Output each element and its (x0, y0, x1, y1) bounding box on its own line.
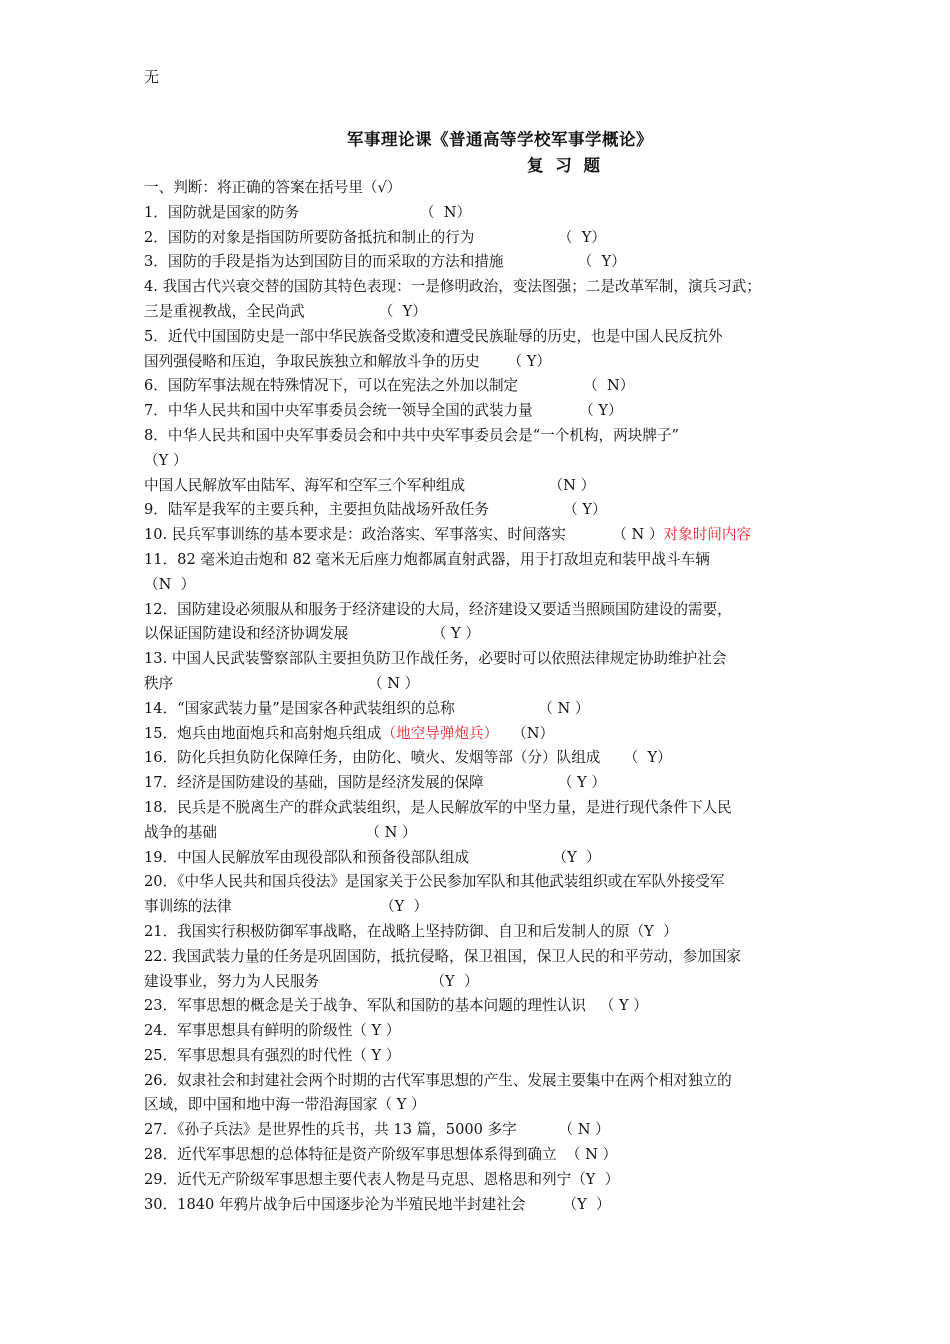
question-line (144, 697, 808, 722)
question-line (144, 523, 808, 548)
question-line (144, 672, 808, 697)
question-line (144, 226, 808, 251)
question-line (144, 250, 808, 275)
question-text: 13. 中国人民武装警察部队主要担负防卫作战任务，必要时可以依照法律规定协助维护社会 (144, 650, 727, 668)
question-line (144, 424, 808, 449)
question-text: 5．近代中国国防史是一部中华民族备受欺凌和遭受民族耻辱的历史，也是中国人民反抗外 (144, 327, 723, 345)
document-title: 军事理论课《普通高等学校军事学概论》 (347, 130, 653, 149)
question-text: 21．我国实行积极防御军事战略，在战略上坚持防御、自卫和后发制人的原（Y ） (144, 922, 678, 940)
question-line (144, 1118, 808, 1143)
question-line (144, 945, 808, 970)
question-text: 9．陆军是我军的主要兵种，主要担负陆战场歼敌任务 （ Y） (144, 501, 607, 519)
question-text: 以保证国防建设和经济协调发展 （ Y ） (144, 625, 480, 643)
header-mark: 无 (144, 68, 160, 86)
question-text: 国列强侵略和压迫，争取民族独立和解放斗争的历史 （ Y） (144, 352, 551, 370)
question-text: 24．军事思想具有鲜明的阶级性（ Y ） (144, 1022, 401, 1040)
question-line (144, 771, 808, 796)
question-line (144, 474, 808, 499)
question-text: 18．民兵是不脱离生产的群众武装组织，是人民解放军的中坚力量，是进行现代条件下人民 (144, 798, 732, 816)
annotation-note: 对象时间内容 (663, 526, 752, 544)
question-line (144, 796, 808, 821)
question-text: 4. 我国古代兴衰交替的国防其特色表现：一是修明政治，变法图强；二是改革军制，演兵习武； (144, 278, 761, 296)
question-line (144, 994, 808, 1019)
question-text: 秩序 （ N ） (144, 674, 420, 692)
question-text: 14．“国家武装力量”是国家各种武装组织的总称 （ N ） (144, 699, 590, 717)
question-text: 12．国防建设必须服从和服务于经济建设的大局，经济建设又要适当照顾国防建设的需要， (144, 600, 732, 618)
question-line (144, 1044, 808, 1069)
question-line (144, 1093, 808, 1118)
question-text: 28．近代军事思想的总体特征是资产阶级军事思想体系得到确立 （ N ） (144, 1146, 618, 1164)
question-line (144, 573, 808, 598)
question-line (144, 895, 808, 920)
answer-mark: （N） (498, 724, 555, 742)
question-text: 区域，即中国和地中海一带沿海国家（ Y ） (144, 1096, 426, 1114)
question-text: （N ） (144, 575, 196, 593)
question-text: 23．军事思想的概念是关于战争、军队和国防的基本问题的理性认识 （ Y ） (144, 997, 648, 1015)
question-text: 6．国防军事法规在特殊情况下，可以在宪法之外加以制定 （ N） (144, 377, 635, 395)
question-line (144, 1143, 808, 1168)
question-text: 事训练的法律 （Y ） (144, 898, 429, 916)
question-line (144, 548, 808, 573)
annotation-note: （地空导弹炮兵） (381, 724, 499, 742)
question-line (144, 300, 808, 325)
question-text: 29．近代无产阶级军事思想主要代表人物是马克思、恩格思和列宁（Y ） (144, 1170, 620, 1188)
question-line (144, 920, 808, 945)
question-text: 2．国防的对象是指国防所要防备抵抗和制止的行为 （ Y） (144, 228, 606, 246)
question-list (144, 176, 808, 1217)
document-subtitle: 复 习 题 (527, 156, 603, 175)
question-line (144, 598, 808, 623)
question-line (144, 350, 808, 375)
question-line (144, 498, 808, 523)
question-line (144, 722, 808, 747)
question-text: 17．经济是国防建设的基础，国防是经济发展的保障 （ Y ） (144, 774, 606, 792)
question-text: 25．军事思想具有强烈的时代性（ Y ） (144, 1046, 401, 1064)
question-text: 中国人民解放军由陆军、海军和空军三个军种组成 （N ） (144, 476, 596, 494)
question-text: 26．奴隶社会和封建社会两个时期的古代军事思想的产生、发展主要集中在两个相对独立的 (144, 1071, 732, 1089)
question-line (144, 1019, 808, 1044)
question-text: 8．中华人民共和国中央军事委员会和中共中央军事委员会是“一个机构，两块牌子” (144, 426, 679, 444)
question-line (144, 1168, 808, 1193)
question-line (144, 275, 808, 300)
question-text: 战争的基础 （ N ） (144, 823, 417, 841)
question-text: 30．1840 年鸦片战争后中国逐步沦为半殖民地半封建社会 （Y ） (144, 1195, 611, 1213)
question-text: 11．82 毫米迫击炮和 82 毫米无后座力炮都属直射武器，用于打敌坦克和装甲战斗车辆 (144, 550, 710, 568)
question-line (144, 870, 808, 895)
question-line (144, 647, 808, 672)
question-text: 22. 我国武装力量的任务是巩固国防，抵抗侵略，保卫祖国，保卫人民的和平劳动，参加国家 (144, 947, 742, 965)
question-line (144, 846, 808, 871)
question-line (144, 399, 808, 424)
question-line (144, 1193, 808, 1218)
question-line (144, 746, 808, 771)
question-line (144, 325, 808, 350)
question-line (144, 821, 808, 846)
question-line (144, 201, 808, 226)
question-text: 7．中华人民共和国中央军事委员会统一领导全国的武装力量 （ Y） (144, 402, 623, 420)
section-heading: 一、判断：将正确的答案在括号里（√） (144, 179, 402, 196)
question-text: 27．《孙子兵法》是世界性的兵书，共 13 篇，5000 多字 （ N ） (144, 1121, 610, 1139)
question-line (144, 449, 808, 474)
question-text: （Y ） (144, 451, 188, 469)
question-text: 建设事业，努力为人民服务 （Y ） (144, 972, 479, 990)
question-line (144, 622, 808, 647)
question-line (144, 1069, 808, 1094)
question-line (144, 970, 808, 995)
question-text: 15．炮兵由地面炮兵和高射炮兵组成 (144, 724, 382, 742)
question-text: 19．中国人民解放军由现役部队和预备役部队组成 （Y ） (144, 848, 601, 866)
question-text: 三是重视教战，全民尚武 （ Y） (144, 302, 427, 320)
question-text: 1．国防就是国家的防务 （ N） (144, 203, 472, 221)
question-text: 3．国防的手段是指为达到国防目的而采取的方法和措施 （ Y） (144, 253, 626, 271)
question-line (144, 374, 808, 399)
question-text: 16．防化兵担负防化保障任务，由防化、喷火、发烟等部（分）队组成 （ Y） (144, 749, 672, 767)
question-text: 20．《中华人民共和国兵役法》是国家关于公民参加军队和其他武装组织或在军队外接受军 (144, 873, 725, 891)
question-text: 10. 民兵军事训练的基本要求是：政治落实、军事落实、时间落实 （ N ） (144, 526, 664, 544)
